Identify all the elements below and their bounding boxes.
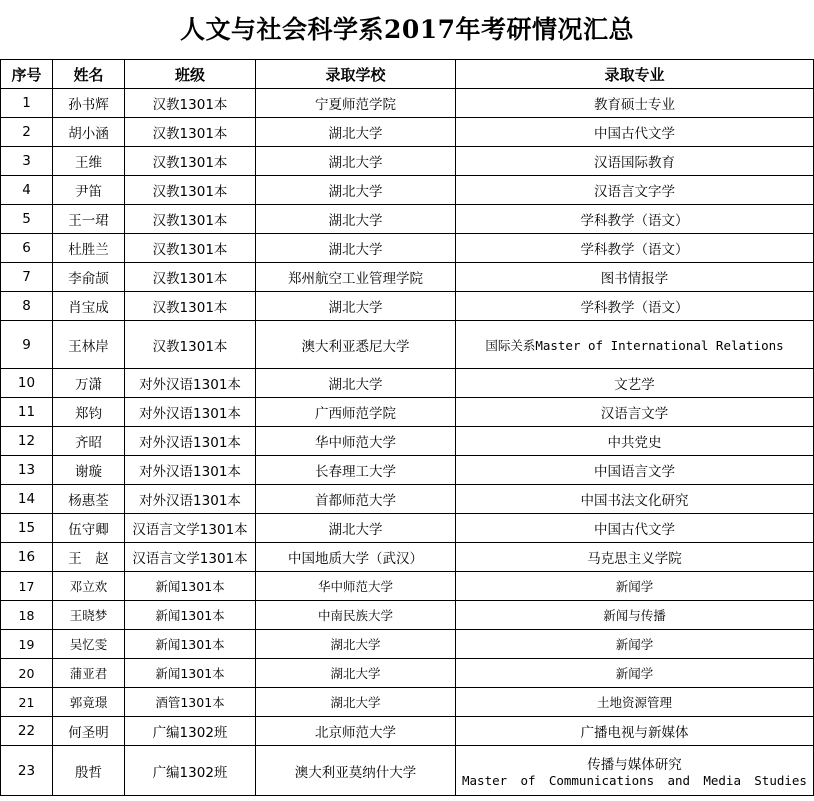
cell-no: 18 — [1, 601, 53, 630]
cell-school: 湖北大学 — [256, 234, 456, 263]
cell-no: 17 — [1, 572, 53, 601]
cell-no: 23 — [1, 746, 53, 796]
cell-name: 郑钧 — [53, 398, 125, 427]
major-en-word: Studies — [754, 773, 807, 788]
table-row — [1, 234, 814, 263]
cell-class: 对外汉语1301本 — [125, 427, 256, 456]
table-row — [1, 456, 814, 485]
cell-school: 华中师范大学 — [256, 427, 456, 456]
cell-name: 齐昭 — [53, 427, 125, 456]
table-row — [1, 89, 814, 118]
cell-no: 10 — [1, 369, 53, 398]
cell-major: 土地资源管理 — [456, 688, 814, 717]
table-row — [1, 688, 814, 717]
table-row — [1, 205, 814, 234]
cell-class: 汉语言文学1301本 — [125, 543, 256, 572]
cell-class: 对外汉语1301本 — [125, 485, 256, 514]
cell-no: 13 — [1, 456, 53, 485]
cell-name: 邓立欢 — [53, 572, 125, 601]
cell-class: 汉教1301本 — [125, 205, 256, 234]
cell-no: 15 — [1, 514, 53, 543]
cell-school: 湖北大学 — [256, 630, 456, 659]
cell-name: 王晓梦 — [53, 601, 125, 630]
cell-school: 湖北大学 — [256, 176, 456, 205]
cell-major: 图书情报学 — [456, 263, 814, 292]
cell-name: 殷哲 — [53, 746, 125, 796]
cell-no: 16 — [1, 543, 53, 572]
cell-name: 李俞颉 — [53, 263, 125, 292]
major-en-word: Media — [703, 773, 741, 788]
major-cn-line: 传播与媒体研究 — [587, 757, 682, 773]
table-row — [1, 514, 814, 543]
cell-school: 首都师范大学 — [256, 485, 456, 514]
cell-name: 尹笛 — [53, 176, 125, 205]
cell-class: 对外汉语1301本 — [125, 369, 256, 398]
table-row — [1, 118, 814, 147]
cell-class: 汉教1301本 — [125, 234, 256, 263]
cell-no: 12 — [1, 427, 53, 456]
cell-major: 新闻学 — [456, 630, 814, 659]
major-en-word: of — [520, 773, 536, 788]
cell-school: 湖北大学 — [256, 292, 456, 321]
cell-class: 汉教1301本 — [125, 321, 256, 369]
cell-name: 肖宝成 — [53, 292, 125, 321]
cell-name: 谢璇 — [53, 456, 125, 485]
major-en-line — [456, 773, 813, 788]
header-school: 录取学校 — [256, 60, 456, 89]
cell-class: 新闻1301本 — [125, 659, 256, 688]
cell-class: 新闻1301本 — [125, 572, 256, 601]
cell-school: 湖北大学 — [256, 514, 456, 543]
cell-major — [456, 746, 814, 796]
cell-no: 11 — [1, 398, 53, 427]
cell-no: 19 — [1, 630, 53, 659]
cell-no: 6 — [1, 234, 53, 263]
cell-class: 汉教1301本 — [125, 263, 256, 292]
cell-school: 中国地质大学（武汉） — [256, 543, 456, 572]
cell-class: 对外汉语1301本 — [125, 456, 256, 485]
cell-major: 汉语言文字学 — [456, 176, 814, 205]
cell-school: 湖北大学 — [256, 369, 456, 398]
cell-major: 新闻与传播 — [456, 601, 814, 630]
cell-class: 汉语言文学1301本 — [125, 514, 256, 543]
cell-name: 杨惠荃 — [53, 485, 125, 514]
page-title: 人文与社会科学系2017年考研情况汇总 — [179, 15, 635, 44]
table-row — [1, 601, 814, 630]
cell-class: 汉教1301本 — [125, 89, 256, 118]
cell-school: 郑州航空工业管理学院 — [256, 263, 456, 292]
cell-no: 14 — [1, 485, 53, 514]
cell-no: 4 — [1, 176, 53, 205]
cell-class: 汉教1301本 — [125, 118, 256, 147]
header-class: 班级 — [125, 60, 256, 89]
table-body — [1, 89, 814, 796]
cell-no: 3 — [1, 147, 53, 176]
cell-no: 2 — [1, 118, 53, 147]
cell-school: 长春理工大学 — [256, 456, 456, 485]
cell-major: 文艺学 — [456, 369, 814, 398]
table-row — [1, 292, 814, 321]
cell-major: 新闻学 — [456, 659, 814, 688]
cell-school: 中南民族大学 — [256, 601, 456, 630]
cell-name: 王 赵 — [53, 543, 125, 572]
cell-class: 汉教1301本 — [125, 292, 256, 321]
cell-class: 新闻1301本 — [125, 601, 256, 630]
cell-no: 7 — [1, 263, 53, 292]
cell-no: 1 — [1, 89, 53, 118]
cell-no: 21 — [1, 688, 53, 717]
table-row — [1, 485, 814, 514]
cell-major: 教育硕士专业 — [456, 89, 814, 118]
cell-school: 澳大利亚莫纳什大学 — [256, 746, 456, 796]
cell-school: 华中师范大学 — [256, 572, 456, 601]
major-en-word: and — [667, 773, 691, 788]
cell-school: 湖北大学 — [256, 118, 456, 147]
cell-name: 胡小涵 — [53, 118, 125, 147]
admissions-table — [0, 59, 814, 796]
cell-school: 湖北大学 — [256, 688, 456, 717]
cell-no: 5 — [1, 205, 53, 234]
cell-name: 万潇 — [53, 369, 125, 398]
cell-school: 湖北大学 — [256, 147, 456, 176]
cell-major: 学科教学（语文） — [456, 234, 814, 263]
cell-name: 孙书辉 — [53, 89, 125, 118]
cell-major: 学科教学（语文） — [456, 205, 814, 234]
cell-school: 宁夏师范学院 — [256, 89, 456, 118]
cell-no: 22 — [1, 717, 53, 746]
table-row — [1, 717, 814, 746]
cell-major: 汉语国际教育 — [456, 147, 814, 176]
table-row — [1, 176, 814, 205]
table-row — [1, 543, 814, 572]
cell-major: 广播电视与新媒体 — [456, 717, 814, 746]
cell-major: 中国语言文学 — [456, 456, 814, 485]
cell-major: 新闻学 — [456, 572, 814, 601]
cell-class: 汉教1301本 — [125, 176, 256, 205]
table-row — [1, 659, 814, 688]
table-row — [1, 427, 814, 456]
cell-major: 国际关系Master of International Relations — [456, 321, 814, 369]
table-row — [1, 321, 814, 369]
cell-name: 伍守卿 — [53, 514, 125, 543]
cell-major: 马克思主义学院 — [456, 543, 814, 572]
cell-name: 何圣明 — [53, 717, 125, 746]
cell-class: 广编1302班 — [125, 746, 256, 796]
cell-class: 酒管1301本 — [125, 688, 256, 717]
table-row — [1, 572, 814, 601]
cell-major: 中共党史 — [456, 427, 814, 456]
header-no: 序号 — [1, 60, 53, 89]
cell-school: 广西师范学院 — [256, 398, 456, 427]
cell-class: 新闻1301本 — [125, 630, 256, 659]
table-row — [1, 746, 814, 796]
header-major: 录取专业 — [456, 60, 814, 89]
cell-no: 8 — [1, 292, 53, 321]
header-name: 姓名 — [53, 60, 125, 89]
cell-school: 湖北大学 — [256, 659, 456, 688]
cell-major: 中国书法文化研究 — [456, 485, 814, 514]
cell-no: 20 — [1, 659, 53, 688]
cell-name: 郭竟璟 — [53, 688, 125, 717]
cell-class: 广编1302班 — [125, 717, 256, 746]
table-row — [1, 147, 814, 176]
cell-no: 9 — [1, 321, 53, 369]
cell-class: 汉教1301本 — [125, 147, 256, 176]
cell-name: 蒲亚君 — [53, 659, 125, 688]
cell-class: 对外汉语1301本 — [125, 398, 256, 427]
cell-major: 中国古代文学 — [456, 118, 814, 147]
cell-major: 汉语言文学 — [456, 398, 814, 427]
table-row — [1, 369, 814, 398]
table-row — [1, 398, 814, 427]
table-row — [1, 630, 814, 659]
major-en-word: Master — [462, 773, 508, 788]
cell-school: 澳大利亚悉尼大学 — [256, 321, 456, 369]
cell-name: 吴忆雯 — [53, 630, 125, 659]
cell-school: 北京师范大学 — [256, 717, 456, 746]
cell-school: 湖北大学 — [256, 205, 456, 234]
cell-name: 王一珺 — [53, 205, 125, 234]
cell-major: 学科教学（语文） — [456, 292, 814, 321]
cell-major: 中国古代文学 — [456, 514, 814, 543]
cell-name: 杜胜兰 — [53, 234, 125, 263]
major-en-word: Communications — [548, 773, 655, 788]
cell-name: 王林岸 — [53, 321, 125, 369]
header-row — [1, 60, 814, 89]
cell-name: 王维 — [53, 147, 125, 176]
table-row — [1, 263, 814, 292]
